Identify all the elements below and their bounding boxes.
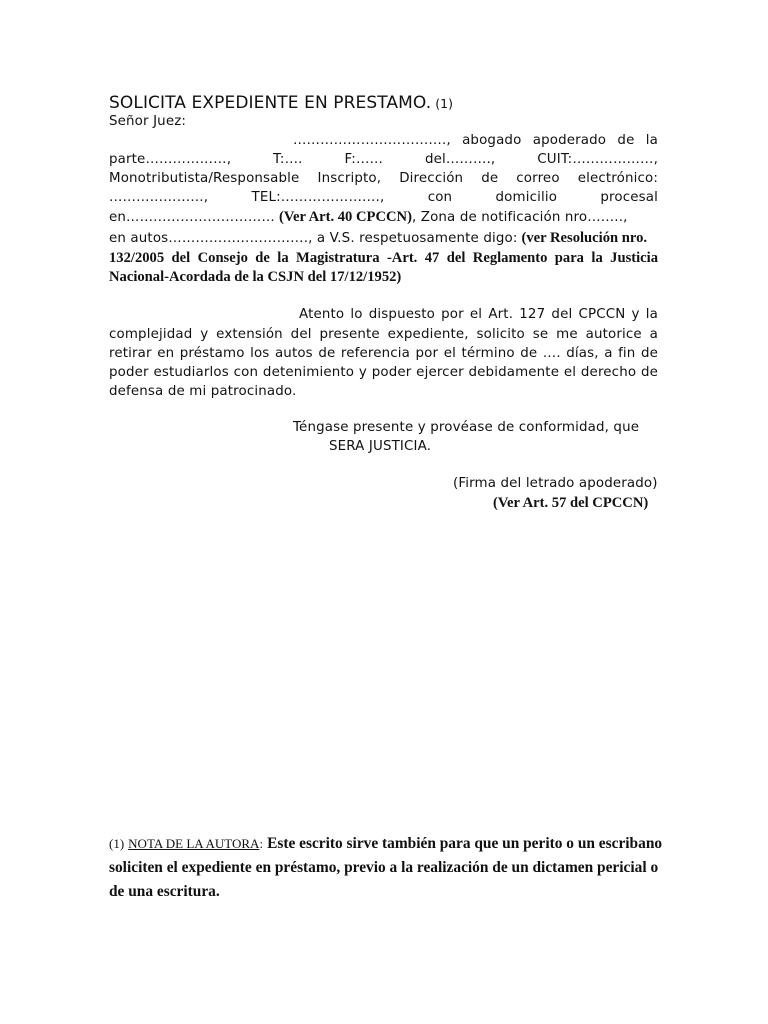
header-line-4: …………………, TEL:…………………., con domicilio procesal [109,190,658,205]
resolution-reference-line-2: Nacional-Acordada de la CSJN del 17/12/1952) [109,269,402,285]
header-line-5-rest: , Zona de notificación nro…….., [411,210,628,225]
header-line-3: Monotributista/Responsable Inscripto, Dirección de correo electrónico: [109,171,658,186]
closing-line-1: Téngase presente y provéase de conformidad, que [293,420,640,435]
header-line-6-text: en autos…………………………., a V.S. respetuosamente digo: [109,231,518,246]
header-line-5 [109,208,628,226]
resolution-reference-line-1: 132/2005 del Consejo de la Magistratura -Art. 47 del Reglamento para la Justicia [109,250,658,266]
salutation: Señor Juez: [109,114,187,129]
document-title [109,93,453,113]
signature-line: (Firma del letrado apoderado) [453,476,658,491]
header-line-5-text: en…………………………… [109,210,275,225]
header-line-2: parte………………, T:…. F:…… del………., CUIT:………………, [109,152,658,167]
title-footnote-ref: (1) [435,96,453,111]
art40-reference: (Ver Art. 40 CPCCN) [278,209,412,225]
resolution-reference-start: (ver Resolución nro. [521,230,648,246]
closing-line-2: SERA JUSTICIA. [329,439,432,454]
footnote-line-1 [109,835,663,853]
footnote-colon: : [259,836,264,851]
body-line-4: poder estudiarlos con detenimiento y poder ejercer debidamente el derecho de [109,365,658,380]
body-line-3: retirar en préstamo los autos de referencia por el término de …. días, a fin de [109,346,658,361]
header-line-1: ……………………………., abogado apoderado de la [293,133,658,148]
art57-reference: (Ver Art. 57 del CPCCN) [493,495,649,511]
footnote-label: NOTA DE LA AUTORA [128,836,260,851]
body-line-2: complejidad y extensión del presente expediente, solicito se me autorice a [109,327,658,342]
header-line-6 [109,229,647,247]
body-line-1: Atento lo dispuesto por el Art. 127 del CPCCN y la [299,307,658,322]
footnote-line-2: soliciten el expediente en préstamo, previo a la realización de un dictamen pericial o [109,859,659,876]
footnote-line-3: de una escritura. [109,883,220,900]
footnote-text-1: Este escrito sirve también para que un perito o un escribano [267,835,663,852]
body-line-5: defensa de mi patrocinado. [109,384,297,399]
footnote-number: (1) [109,836,125,851]
title-text: SOLICITA EXPEDIENTE EN PRESTAMO. [109,93,432,113]
